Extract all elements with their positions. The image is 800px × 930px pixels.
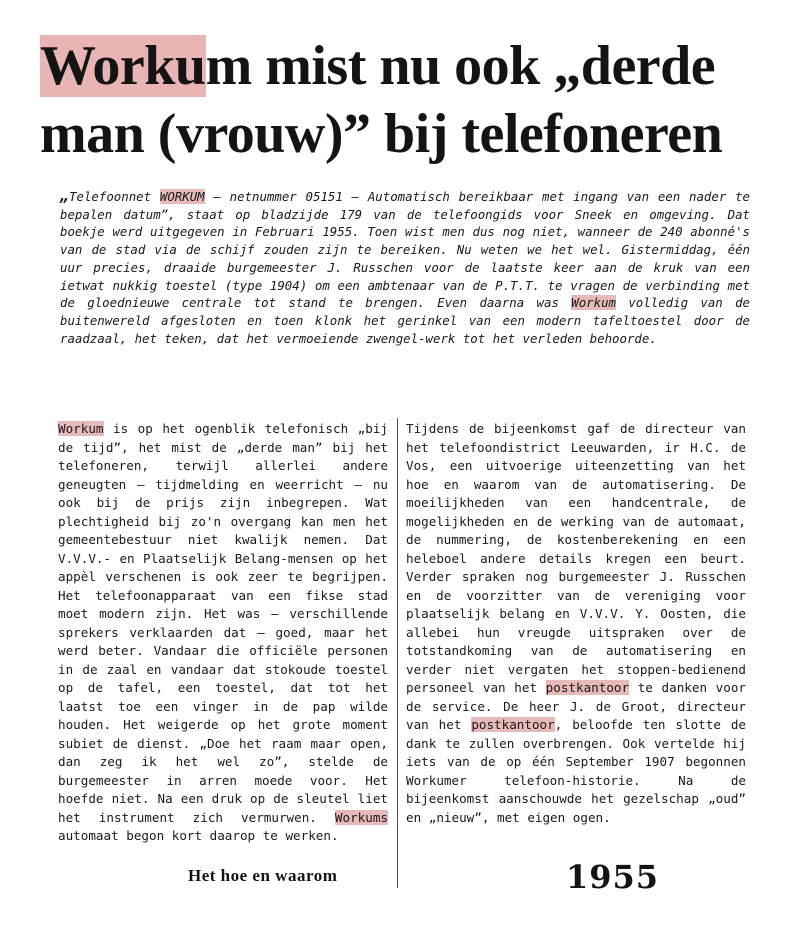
headline: [40, 32, 780, 168]
column-divider: [397, 418, 398, 888]
right-column: [406, 420, 746, 827]
left-text-2: automaat begon kort daarop te werken.: [58, 828, 339, 843]
left-highlight-workums: Workums: [334, 809, 388, 825]
intro-highlight-workum: Workum: [571, 295, 617, 311]
headline-line1-rest: m mist nu ook „derde: [205, 35, 716, 97]
right-highlight-postkantoor-1: postkantoor: [545, 680, 630, 695]
intro-highlight-workum-caps: WORKUM: [159, 189, 205, 204]
intro-open-quote: „: [60, 187, 70, 205]
right-text-2: te danken voor de service. De heer J. de Groot, directeur van het: [406, 680, 746, 732]
right-column-paragraph: [406, 420, 746, 827]
left-column: [58, 420, 388, 846]
headline-highlight: Worku: [40, 35, 206, 97]
intro-text-3: volledig van de buitenwereld afgesloten en toen klonk het gerinkel van een modern tafeltoestel door de raadzaal, het teken, dat het vermoeiende zwengel-werk tot het verleden behoorde.: [60, 295, 750, 346]
left-highlight-workum: Workum: [58, 421, 104, 436]
year-label: 1955: [566, 858, 660, 896]
right-text-3: , beloofde ten slotte de dank te zullen overbrengen. Ook vertelde hij iets van de op één September 1907 begonnen Workumer telefoon-historie. Na de bijeenkomst aanschouwde het gezelschap „oud” en „nieuw”, met eigen ogen.: [406, 717, 746, 825]
left-text-1: is op het ogenblik telefonisch „bij de tijd”, het mist de „derde man” bij het telefoneren, terwijl allerlei andere geneugten — tijdmelding en weerricht — nu ook bij de prijs zijn inbegrepen. Wat plechtigheid bij zo'n overgang kan men het gemeentebestuur niet kwalijk nemen. Dat V.V.V.- en Plaatselijk Belang-mensen op het appèl verschenen is ook zeer te begrijpen. Het telefoonapparaat van een fikse stad moet modern zijn. Het was — verschillende sprekers verklaarden dat — goed, maar het werd beter. Vandaar die officiële personen in de zaal en vandaar dat stokoude toestel op de tafel, een toestel, dat tot het laatst toe een vinger in de pap wilde houden. Het weigerde op het grote moment subiet de dienst. „Doe het raam maar open, dan zeg ik het wel zo”, stelde de burgemeester in arren moede voor. Het hoefde niet. Na een druk op de sleutel liet het instrument zich vermurwen.: [58, 421, 388, 825]
headline-line2: man (vrouw)” bij telefoneren: [40, 103, 723, 165]
subheading: Het hoe en waarom: [188, 866, 338, 885]
intro-paragraph: [60, 188, 750, 347]
right-text-1: Tijdens de bijeenkomst gaf de directeur van het telefoondistrict Leeuwarden, ir H.C. de Vos, een uitvoerige uiteenzetting van het hoe en waarom van de automatisering. De moeilijkheden van een handcentrale, de mogelijkheden en de werking van de automaat, de nummering, de kostenberekening en een heleboel andere details kregen een beurt. Verder spraken nog burgemeester J. Russchen en de voorzitter van de vereniging voor plaatselijk belang en V.V.V. Y. Oosten, die allebei hun vreugde uitspraken over de totstandkoming van de automatisering en verder niet vergaten het stoppen-bedienend personeel van het: [406, 421, 746, 695]
left-column-paragraph: [58, 420, 388, 846]
right-highlight-postkantoor-2: postkantoor: [471, 717, 555, 732]
intro-text-2: — netnummer 05151 — Automatisch bereikbaar met ingang van een nader te bepalen datum”, staat op bladzijde 179 van de telefoongids voor Sneek en omgeving. Dat boekje werd uitgegeven in Februari 1955. Toen wist men dus nog niet, wanneer de 240 abonné's van de stad via de schijf zouden zijn te bereiken. Nu weten we het wel. Gistermiddag, één uur precies, draaide burgemeester J. Russchen voor de laatste keer aan de kruk van een ietwat nukkig toestel (type 1904) om een ambtenaar van de P.T.T. te vragen de verbinding met de gloednieuwe centrale tot stand te brengen. Even daarna was: [60, 189, 750, 311]
intro-text-1: Telefoonnet: [69, 189, 160, 204]
